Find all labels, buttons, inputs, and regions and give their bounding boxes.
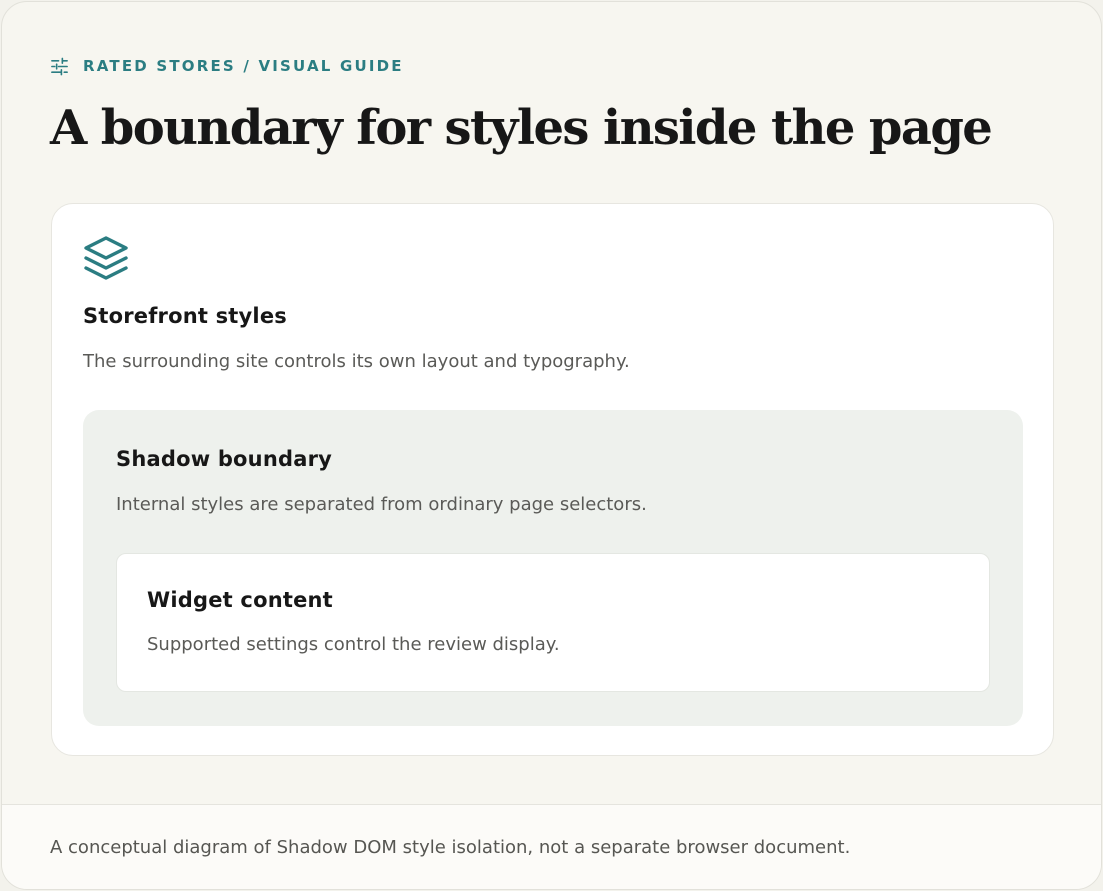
storefront-description: The surrounding site controls its own layout and typography. <box>83 351 630 372</box>
widget-content-description: Supported settings control the review display. <box>147 634 560 655</box>
storefront-styles-card <box>51 203 1054 756</box>
footer-caption: A conceptual diagram of Shadow DOM style isolation, not a separate browser document. <box>50 837 851 858</box>
shadow-boundary-box <box>83 410 1023 726</box>
shadow-boundary-description: Internal styles are separated from ordinary page selectors. <box>116 494 647 515</box>
breadcrumb: RATED STORES / VISUAL GUIDE <box>83 57 404 75</box>
shadow-boundary-heading: Shadow boundary <box>116 447 333 471</box>
page-title: A boundary for styles inside the page <box>50 100 992 156</box>
sliders-icon <box>50 57 69 76</box>
layers-icon <box>82 235 130 283</box>
widget-content-heading: Widget content <box>147 588 333 612</box>
storefront-heading: Storefront styles <box>83 304 287 328</box>
eyebrow <box>50 56 404 76</box>
widget-content-box <box>116 553 990 692</box>
diagram-frame <box>1 1 1102 890</box>
footer <box>2 804 1102 890</box>
